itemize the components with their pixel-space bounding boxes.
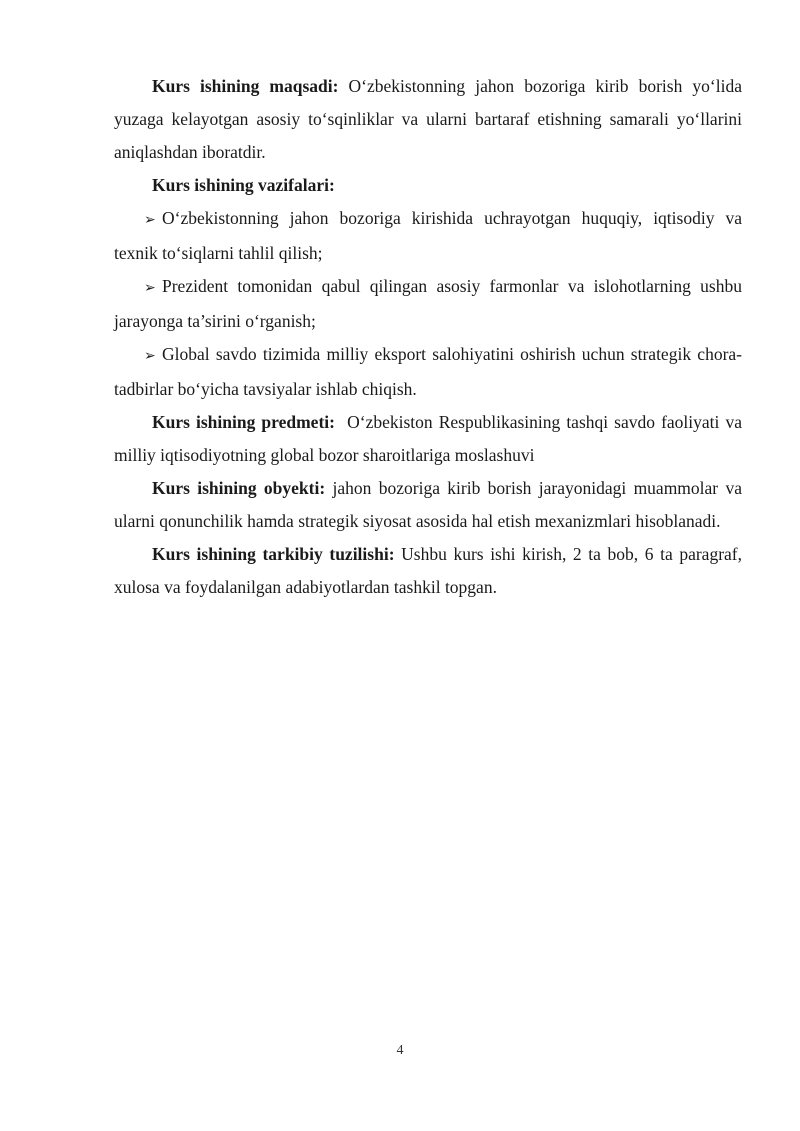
object-paragraph xyxy=(114,472,742,538)
task-item xyxy=(114,270,742,338)
subject-text: O‘zbekiston Respublikasining tashqi savdo faoliyati va milliy iqtisodiyotning global bozor sharoitlariga moslashuvi xyxy=(114,412,747,465)
structure-paragraph xyxy=(114,538,742,604)
object-text: jahon bozoriga kirib borish jarayonidagi muammolar va ularni qonunchilik hamda strategik siyosat asosida hal etish mexanizmlari hisoblanadi. xyxy=(114,478,742,531)
task-item-text: O‘zbekistonning jahon bozoriga kirishida uchrayotgan huquqiy, iqtisodiy va texnik to‘siqlarni tahlil qilish; xyxy=(114,208,742,263)
arrow-bullet-icon: ➢ xyxy=(144,280,156,296)
subject-label: Kurs ishining predmeti: xyxy=(152,412,335,432)
task-item-text: Global savdo tizimida milliy eksport salohiyatini oshirish uchun strategik chora-tadbirlar bo‘yicha tavsiyalar ishlab chiqish. xyxy=(114,344,742,399)
arrow-bullet-icon: ➢ xyxy=(144,348,156,364)
task-item-text: Prezident tomonidan qabul qilingan asosiy farmonlar va islohotlarning ushbu jarayonga ta’sirini o‘rganish; xyxy=(114,276,742,331)
aim-paragraph xyxy=(114,70,742,169)
arrow-bullet-icon: ➢ xyxy=(144,212,156,228)
task-item xyxy=(114,202,742,270)
document-body xyxy=(114,70,747,604)
task-item xyxy=(114,338,742,406)
page-number: 4 xyxy=(396,1043,404,1058)
aim-text: O‘zbekistonning jahon bozoriga kirib borish yo‘lida yuzaga kelayotgan asosiy to‘sqinliklar va ularni bartaraf etishning samarali yo‘llarini aniqlashdan iboratdir. xyxy=(114,76,742,162)
object-label: Kurs ishining obyekti: xyxy=(152,478,326,498)
tasks-heading: Kurs ishining vazifalari: xyxy=(152,175,335,195)
subject-paragraph xyxy=(114,406,747,472)
structure-text: Ushbu kurs ishi kirish, 2 ta bob, 6 ta paragraf, xulosa va foydalanilgan adabiyotlardan tashkil topgan. xyxy=(114,544,743,597)
structure-label: Kurs ishining tarkibiy tuzilishi: xyxy=(152,544,395,564)
aim-label: Kurs ishining maqsadi: xyxy=(152,76,339,96)
